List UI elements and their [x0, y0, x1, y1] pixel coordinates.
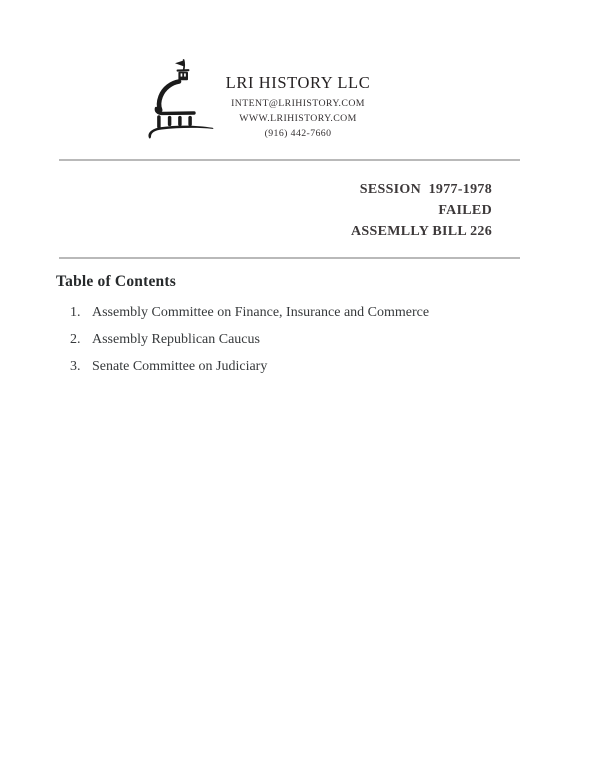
letterhead-text: [213, 73, 383, 141]
toc-item-label: Assembly Committee on Finance, Insurance and Commerce: [92, 305, 430, 320]
toc-item-label: Assembly Republican Caucus: [92, 332, 260, 347]
session-line: SESSION 1977-1978: [359, 182, 492, 197]
company-website: WWW.LRIHISTORY.COM: [239, 113, 357, 124]
company-email: INTENT@LRIHISTORY.COM: [231, 98, 365, 109]
toc-item-number: 1.: [70, 305, 81, 320]
toc-item: [70, 331, 429, 349]
toc-list: [70, 304, 429, 385]
company-name: LRI HISTORY LLC: [225, 73, 371, 92]
toc-item-number: 3.: [70, 359, 81, 374]
capitol-dome-logo: [145, 58, 217, 146]
case-info-block: [240, 179, 492, 242]
toc-item: [70, 358, 429, 376]
divider-top: [59, 159, 520, 161]
toc-item: [70, 304, 429, 322]
capitol-dome-icon: [145, 58, 217, 146]
toc-title: Table of Contents: [56, 273, 176, 290]
status-line: FAILED: [438, 203, 492, 218]
toc-item-number: 2.: [70, 332, 81, 347]
toc-item-label: Senate Committee on Judiciary: [92, 359, 268, 374]
company-phone: (916) 442-7660: [264, 128, 332, 139]
divider-bottom: [59, 257, 520, 259]
bill-line: ASSEMLLY BILL 226: [350, 224, 492, 239]
